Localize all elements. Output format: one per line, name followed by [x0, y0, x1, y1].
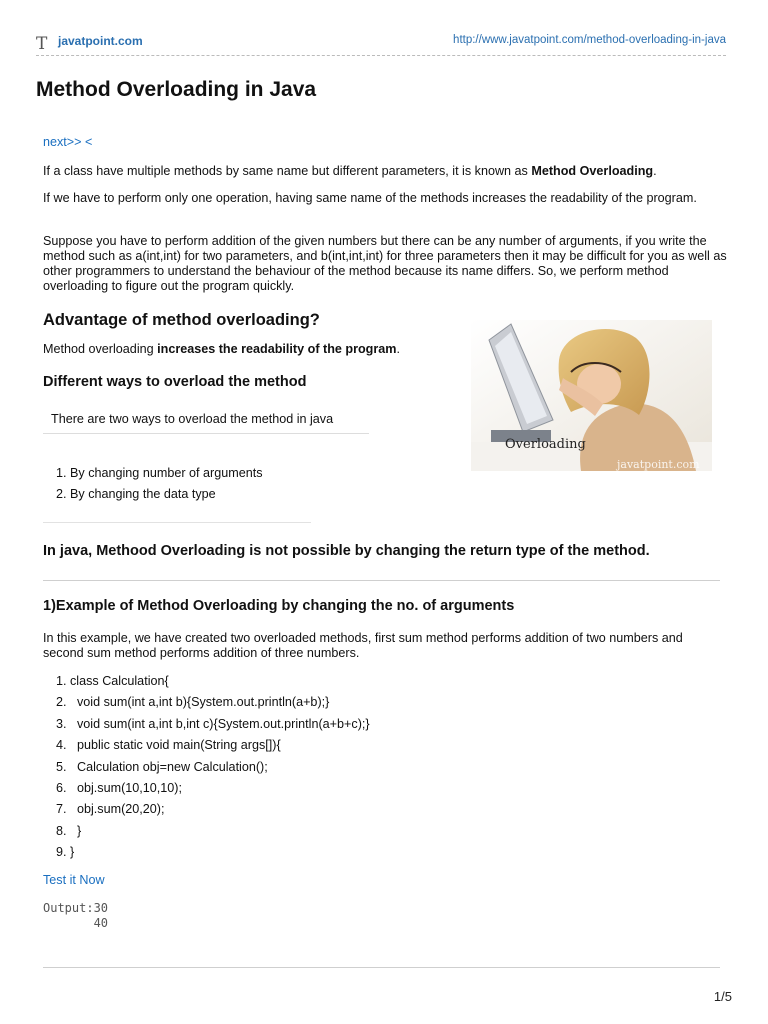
overloading-image	[471, 320, 712, 471]
ways-note: There are two ways to overload the method in java	[51, 412, 334, 426]
code-line: 5. Calculation obj=new Calculation();	[70, 760, 370, 781]
code-line: 8. }	[70, 824, 370, 845]
section-divider	[43, 522, 311, 523]
advantage-heading: Advantage of method overloading?	[43, 311, 320, 329]
code-line: 3. void sum(int a,int b,int c){System.out.println(a+b+c);}	[70, 717, 370, 738]
code-listing	[36, 674, 370, 867]
ways-heading: Different ways to overload the method	[43, 374, 307, 390]
stressed-woman-illustration	[471, 320, 712, 471]
page-header	[36, 30, 726, 56]
code-line: 4. public static void main(String args[]){	[70, 738, 370, 759]
return-type-note: In java, Methood Overloading is not possible by changing the return type of the method.	[43, 543, 650, 559]
intro-paragraph-3: Suppose you have to perform addition of the given numbers but there can be any number of arguments, if you write the method such as a(int,int) for two parameters, and b(int,int,int) for three parameters then it may be difficult for you as well as other programmers to understand the behaviour of the method because its name differs. So, we perform method overloading to figure out the program quickly.	[43, 234, 727, 293]
code-line: 2. void sum(int a,int b){System.out.println(a+b);}	[70, 695, 370, 716]
page-title: Method Overloading in Java	[36, 78, 317, 101]
code-line: 1. class Calculation{	[70, 674, 370, 695]
pagination-nav	[43, 135, 92, 150]
example-description: In this example, we have created two overloaded methods, first sum method performs addition of two numbers and second sum method performs addition of three numbers.	[43, 631, 683, 660]
list-item: 1. By changing number of arguments	[70, 466, 263, 487]
code-line: 9. }	[70, 845, 370, 866]
page-url-link[interactable]: http://www.javatpoint.com/method-overloading-in-java	[453, 34, 726, 46]
section-divider	[43, 967, 720, 968]
site-link[interactable]: javatpoint.com	[58, 34, 143, 48]
example-heading: 1)Example of Method Overloading by changing the no. of arguments	[43, 598, 515, 614]
intro-paragraph-1: If a class have multiple methods by same name but different parameters, it is known as Method Overloading.	[43, 164, 657, 178]
prev-link[interactable]: <	[85, 135, 93, 149]
list-item: 2. By changing the data type	[70, 487, 263, 508]
page-number: 1/5	[713, 989, 732, 1004]
header-divider	[36, 55, 726, 56]
test-it-now-link[interactable]: Test it Now	[43, 873, 105, 887]
intro-paragraph-2: If we have to perform only one operation, having same name of the methods increases the readability of the program.	[43, 191, 697, 205]
code-line: 7. obj.sum(20,20);	[70, 802, 370, 823]
section-divider	[43, 580, 720, 581]
javatpoint-logo-icon: T	[36, 34, 48, 54]
image-caption: Overloading	[505, 437, 586, 452]
ways-note-box	[43, 403, 369, 434]
program-output: Output:30 40	[43, 901, 109, 930]
next-link[interactable]: next>>	[43, 135, 82, 149]
code-line: 6. obj.sum(10,10,10);	[70, 781, 370, 802]
ways-list	[36, 466, 263, 508]
advantage-text: Method overloading increases the readability of the program.	[43, 342, 400, 356]
image-watermark: javatpoint.com	[617, 458, 700, 471]
